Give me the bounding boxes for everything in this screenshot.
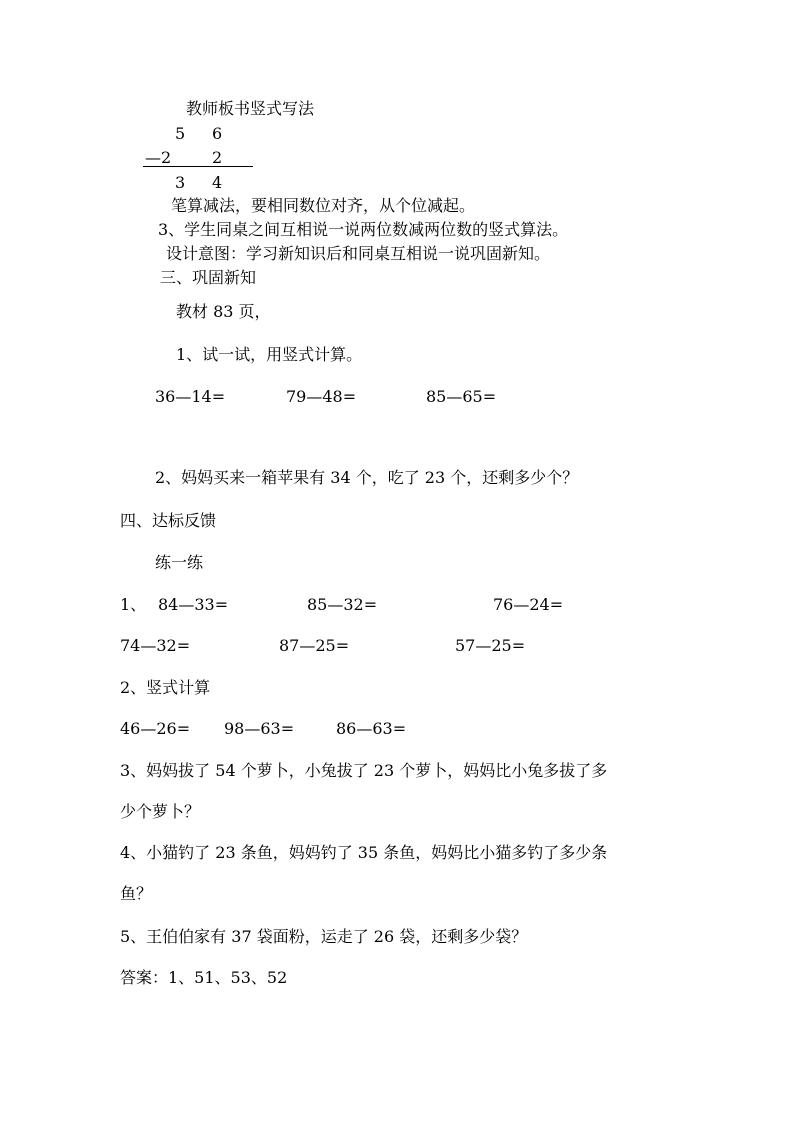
practice-1-equation-3: 76—24=: [493, 595, 564, 614]
practice-1-equation-6: 57—25=: [455, 636, 526, 655]
try-equation-1: 36—14=: [155, 387, 226, 406]
practice-1-equation-2: 85—32=: [307, 595, 378, 614]
try-equation-2: 79—48=: [286, 387, 357, 406]
calc-result-ones: 4: [212, 173, 223, 192]
practice-1-equation-5: 87—25=: [279, 636, 350, 655]
try-equation-3: 85—65=: [426, 387, 497, 406]
practice-2-equation-2: 98—63=: [224, 719, 295, 738]
calc-result-tens: 3: [175, 173, 186, 192]
practice-4-line-2: 鱼？: [120, 884, 153, 903]
section-3-title: 三、巩固新知: [160, 268, 257, 287]
practice-1-equation-4: 74—32=: [120, 636, 191, 655]
practice-2-title: 2、竖式计算: [120, 678, 211, 697]
design-intent: 设计意图：学习新知识后和同桌互相说一说巩固新知。: [166, 244, 551, 263]
textbook-page: 教材 83 页，: [176, 302, 271, 321]
answer-line: 答案：1、51、53、52: [120, 968, 288, 987]
board-heading: 教师板书竖式写法: [186, 99, 315, 118]
practice-3-line-2: 少个萝卜？: [120, 802, 201, 821]
practice-1-label: 1、: [120, 595, 147, 614]
practice-title: 练一练: [155, 553, 204, 572]
rule-note: 笔算减法，要相同数位对齐，从个位减起。: [171, 196, 476, 215]
step-3: 3、学生同桌之间互相说一说两位数减两位数的竖式算法。: [158, 220, 569, 239]
calc-minus-tens: —2: [145, 148, 172, 167]
practice-5: 5、王伯伯家有 37 袋面粉，运走了 26 袋，还剩多少袋？: [120, 927, 528, 946]
apple-problem: 2、妈妈买来一箱苹果有 34 个，吃了 23 个，还剩多少个？: [155, 468, 579, 487]
practice-3-line-1: 3、妈妈拔了 54 个萝卜，小兔拔了 23 个萝卜，妈妈比小兔多拔了多: [120, 761, 608, 780]
calc-underline: [143, 166, 253, 167]
practice-1-equation-1: 84—33=: [158, 595, 229, 614]
calc-top-ones: 6: [212, 124, 223, 143]
practice-2-equation-3: 86—63=: [336, 719, 407, 738]
calc-top-tens: 5: [175, 124, 186, 143]
section-4-title: 四、达标反馈: [120, 511, 217, 530]
try-title: 1、试一试，用竖式计算。: [176, 345, 363, 364]
calc-minus-ones: 2: [212, 148, 223, 167]
practice-4-line-1: 4、小猫钓了 23 条鱼，妈妈钓了 35 条鱼，妈妈比小猫多钓了多少条: [120, 843, 608, 862]
practice-2-equation-1: 46—26=: [120, 719, 191, 738]
